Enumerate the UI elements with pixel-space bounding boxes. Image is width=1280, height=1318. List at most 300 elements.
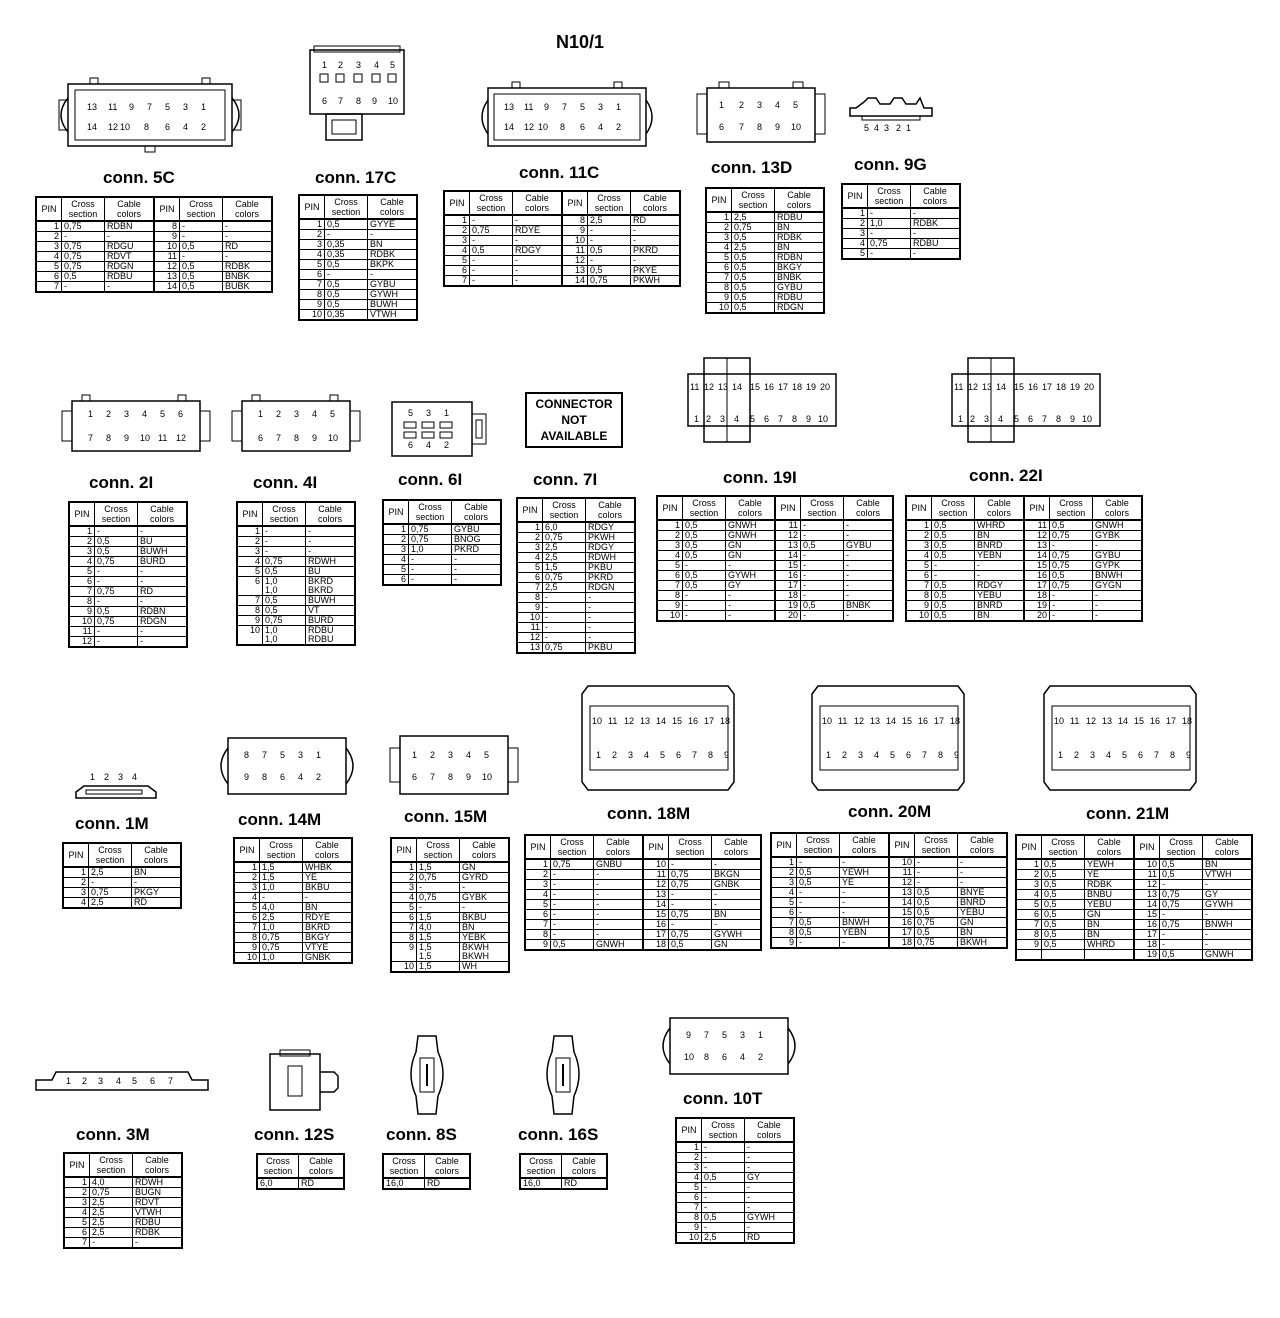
cross-section-value: - <box>702 1153 745 1163</box>
table-row <box>517 573 635 583</box>
cable-color-value: - <box>133 1238 183 1249</box>
pin-number: 4 <box>391 893 417 903</box>
table-row <box>391 943 509 962</box>
cross-section-value: - <box>915 857 958 868</box>
table-row <box>234 893 352 903</box>
svg-text:10: 10 <box>140 433 151 443</box>
pin-number: 17 <box>889 928 915 938</box>
cable-color-value: GYBK <box>460 893 510 903</box>
cable-color-value: YEBN <box>840 928 890 938</box>
cable-color-value: PKYE <box>631 266 681 276</box>
header-cross-section: Cross section <box>263 502 306 526</box>
cross-section-value: 2,5 <box>90 1228 133 1238</box>
pin-number: 5 <box>706 253 732 263</box>
pin-number: 10 <box>657 611 683 622</box>
cross-section-value: - <box>95 526 138 537</box>
cross-section-value: - <box>932 561 975 571</box>
svg-text:10: 10 <box>538 122 549 132</box>
header-cable-colors: Cable colors <box>958 833 1008 857</box>
table-row <box>237 577 355 596</box>
svg-text:4: 4 <box>132 772 138 782</box>
table-row <box>299 300 417 310</box>
not-available-line-1: CONNECTOR <box>535 397 613 411</box>
table-row <box>706 283 824 293</box>
table-row <box>391 933 509 943</box>
header-pin: PIN <box>299 195 325 219</box>
svg-text:1: 1 <box>1058 750 1064 760</box>
cable-color-value: VTWH <box>133 1208 183 1218</box>
cross-section-value: 1,0 1,0 <box>263 577 306 596</box>
svg-text:10: 10 <box>1054 716 1065 726</box>
pin-number: 8 <box>562 215 588 226</box>
cable-color-value: YE <box>303 873 353 883</box>
cross-section-value: 0,75 <box>1160 890 1203 900</box>
table-row <box>525 880 761 890</box>
table-row <box>771 888 1007 898</box>
pin-number: 3 <box>36 242 62 252</box>
svg-text:8: 8 <box>704 1052 710 1062</box>
connector-label-3m: conn. 3M <box>76 1125 150 1144</box>
svg-text:8: 8 <box>938 750 944 760</box>
pin-number: 1 <box>64 1177 90 1188</box>
svg-text:18: 18 <box>950 716 961 726</box>
cable-color-value: BKGY <box>303 933 353 943</box>
header-cable-colors: Cable colors <box>726 496 776 520</box>
table-row <box>771 928 1007 938</box>
cable-color-value: PKWH <box>631 276 681 287</box>
cable-color-value: PKWH <box>586 533 636 543</box>
header-cross-section: Cross section <box>520 1154 562 1178</box>
cable-color-value: - <box>368 270 418 280</box>
svg-text:8: 8 <box>792 414 798 424</box>
header-cross-section: Cross section <box>702 1118 745 1142</box>
cable-color-value: BKGY <box>775 263 825 273</box>
svg-text:4: 4 <box>734 414 740 424</box>
table-row <box>706 263 824 273</box>
svg-text:6: 6 <box>676 750 682 760</box>
cross-section-value: - <box>801 611 844 622</box>
cable-color-value: - <box>958 878 1008 888</box>
svg-text:5: 5 <box>1122 750 1128 760</box>
svg-text:20: 20 <box>820 382 831 392</box>
cross-section-value: 0,75 <box>669 880 712 890</box>
pin-number: 11 <box>775 520 801 531</box>
pin-number: 6 <box>657 571 683 581</box>
pin-number: 19 <box>1024 601 1050 611</box>
cross-section-value: 0,5 <box>915 928 958 938</box>
cross-section-value: - <box>543 623 586 633</box>
pin-number: 20 <box>1024 611 1050 622</box>
svg-text:2: 2 <box>706 414 712 424</box>
pin-number: 4 <box>237 557 263 567</box>
svg-text:7: 7 <box>1042 414 1048 424</box>
cross-section-value: 0,75 <box>1160 900 1203 910</box>
cross-section-value: 1,5 <box>417 962 460 973</box>
pin-number: 6 <box>383 575 409 586</box>
pin-table-6i <box>382 499 502 586</box>
svg-text:2: 2 <box>842 750 848 760</box>
svg-text:1: 1 <box>958 414 964 424</box>
cross-section-value: 4,0 <box>417 923 460 933</box>
pin-number: 4 <box>234 893 260 903</box>
svg-text:7: 7 <box>147 102 153 112</box>
svg-text:2: 2 <box>82 1076 88 1086</box>
cross-section-value: - <box>543 603 586 613</box>
connector-10t-drawing <box>654 1012 804 1080</box>
cross-section-value: 0,5 <box>180 262 223 272</box>
cable-color-value: BUWH <box>138 547 188 557</box>
pin-number: 5 <box>234 903 260 913</box>
pin-number: 7 <box>69 587 95 597</box>
cable-color-value: PKRD <box>586 573 636 583</box>
cable-color-value: RD <box>425 1178 471 1189</box>
cable-color-value: RDYE <box>513 226 563 236</box>
table-row <box>36 232 272 242</box>
header-cable-colors: Cable colors <box>133 1153 183 1177</box>
pin-number: 9 <box>657 601 683 611</box>
connector-15m-drawing <box>388 730 520 800</box>
pin-table-16s <box>519 1153 608 1190</box>
connector-label-11c: conn. 11C <box>519 163 600 182</box>
pin-number: 5 <box>771 898 797 908</box>
cable-color-value: - <box>958 868 1008 878</box>
cable-color-value: - <box>1203 880 1253 890</box>
header-cable-colors: Cable colors <box>138 502 188 526</box>
svg-text:3: 3 <box>98 1076 104 1086</box>
pin-number: 13 <box>1024 541 1050 551</box>
svg-text:14: 14 <box>504 122 515 132</box>
svg-text:4: 4 <box>183 122 189 132</box>
cable-color-value: - <box>726 561 776 571</box>
cross-section-value: 16,0 <box>383 1178 425 1189</box>
cross-section-value: - <box>95 577 138 587</box>
header-cable-colors: Cable colors <box>306 502 356 526</box>
cable-color-value: BKRD <box>303 923 353 933</box>
cross-section-value: - <box>915 868 958 878</box>
cross-section-value: 0,5 <box>1050 571 1093 581</box>
table-row <box>257 1178 344 1189</box>
cross-section-value: 0,5 <box>470 246 513 256</box>
table-row <box>706 293 824 303</box>
cable-color-value: BNYE <box>958 888 1008 898</box>
cable-color-value: GN <box>460 862 510 873</box>
svg-text:15: 15 <box>750 382 761 392</box>
cable-color-value: BNBU <box>1085 890 1135 900</box>
table-row <box>383 565 501 575</box>
pin-number: 4 <box>771 888 797 898</box>
header-cable-colors: Cable colors <box>1093 496 1143 520</box>
table-row <box>706 243 824 253</box>
table-row <box>657 571 893 581</box>
cable-color-value: YEBU <box>975 591 1025 601</box>
svg-text:1: 1 <box>616 102 622 112</box>
cross-section-value: - <box>801 581 844 591</box>
cable-color-value: BKBU <box>303 883 353 893</box>
cross-section-value: - <box>417 903 460 913</box>
cable-color-value: - <box>594 870 644 880</box>
cross-section-value: 0,75 <box>1050 531 1093 541</box>
pin-number: 9 <box>525 940 551 951</box>
cable-color-value: BURD <box>306 616 356 626</box>
header-cross-section: Cross section <box>1160 835 1203 859</box>
cable-color-value: - <box>844 591 894 601</box>
cross-section-value: 0,5 <box>732 283 775 293</box>
table-row <box>444 266 680 276</box>
connector-9g-drawing <box>846 94 936 134</box>
table-row <box>657 611 893 622</box>
cable-color-value: BN <box>132 867 182 878</box>
cross-section-value: - <box>702 1193 745 1203</box>
header-pin: PIN <box>444 191 470 215</box>
pin-number: 6 <box>391 913 417 923</box>
cross-section-value: 0,5 <box>932 541 975 551</box>
svg-text:9: 9 <box>1186 750 1192 760</box>
cable-color-value: RDWH <box>586 553 636 563</box>
cross-section-value: - <box>588 226 631 236</box>
connector-label-22i: conn. 22I <box>969 466 1043 485</box>
cross-section-value: - <box>90 1238 133 1249</box>
cable-color-value: - <box>105 232 155 242</box>
cable-color-value: BNRD <box>975 601 1025 611</box>
cross-section-value: - <box>801 520 844 531</box>
cross-section-value: 0,5 <box>180 282 223 293</box>
svg-text:10: 10 <box>592 716 603 726</box>
cable-color-value: - <box>840 908 890 918</box>
svg-text:4: 4 <box>116 1076 122 1086</box>
cross-section-value: 2,5 <box>89 898 132 909</box>
cable-color-value: - <box>105 282 155 293</box>
svg-text:4: 4 <box>644 750 650 760</box>
connector-1m-drawing <box>70 770 164 804</box>
pin-number: 4 <box>842 239 868 249</box>
table-row <box>676 1223 794 1233</box>
pin-number: 5 <box>444 256 470 266</box>
header-pin: PIN <box>517 498 543 522</box>
pin-number: 16 <box>643 920 669 930</box>
pin-number: 10 <box>237 626 263 646</box>
cable-color-value: GNWH <box>594 940 644 951</box>
cross-section-value: 0,5 <box>62 272 105 282</box>
svg-text:9: 9 <box>372 96 378 106</box>
cross-section-value: 0,75 <box>62 242 105 252</box>
svg-text:1: 1 <box>88 409 94 419</box>
table-row <box>391 862 509 873</box>
svg-text:1: 1 <box>412 750 418 760</box>
table-row <box>391 962 509 973</box>
pin-number: 19 <box>1134 950 1160 961</box>
svg-text:5: 5 <box>580 102 586 112</box>
cable-color-value: RDGN <box>105 262 155 272</box>
cross-section-value: - <box>702 1183 745 1193</box>
svg-text:8: 8 <box>757 122 763 132</box>
cable-color-value: - <box>513 236 563 246</box>
svg-text:1: 1 <box>826 750 832 760</box>
connector-not-available-note <box>525 392 623 448</box>
cable-color-value: RDWH <box>133 1177 183 1188</box>
pin-number: 1 <box>771 857 797 868</box>
cross-section-value: 0,5 <box>95 537 138 547</box>
pin-number: 9 <box>706 293 732 303</box>
pin-number: 17 <box>1024 581 1050 591</box>
cable-color-value: - <box>745 1193 795 1203</box>
cable-color-value: GYGN <box>1093 581 1143 591</box>
cross-section-value: - <box>868 229 911 239</box>
svg-text:3: 3 <box>757 100 763 110</box>
cable-color-value: - <box>631 256 681 266</box>
table-row <box>64 1228 182 1238</box>
table-row <box>383 524 501 535</box>
table-row <box>517 623 635 633</box>
svg-text:3: 3 <box>598 102 604 112</box>
cross-section-value: - <box>1160 880 1203 890</box>
cable-color-value: GYWH <box>712 930 762 940</box>
cable-color-value: GYYE <box>368 219 418 230</box>
header-cable-colors: Cable colors <box>631 191 681 215</box>
svg-text:17: 17 <box>778 382 789 392</box>
svg-text:1: 1 <box>322 60 328 70</box>
svg-text:11: 11 <box>1070 716 1080 726</box>
pin-number: 10 <box>676 1233 702 1244</box>
cross-section-value: 0,75 <box>588 276 631 287</box>
cable-color-value: - <box>1203 910 1253 920</box>
cross-section-value: 0,5 <box>915 888 958 898</box>
table-row <box>64 1208 182 1218</box>
cross-section-value: - <box>470 266 513 276</box>
table-row <box>69 607 187 617</box>
cable-color-value: GNBK <box>712 880 762 890</box>
svg-text:9: 9 <box>129 102 135 112</box>
table-row <box>444 226 680 236</box>
cross-section-value: 2,5 <box>732 243 775 253</box>
cable-color-value: RDGY <box>586 522 636 533</box>
cable-color-value: BKWH <box>958 938 1008 949</box>
cross-section-value: 0,75 <box>915 938 958 949</box>
cable-color-value: - <box>844 561 894 571</box>
table-row <box>676 1173 794 1183</box>
cross-section-value: 0,5 <box>1042 940 1085 950</box>
cable-color-value: GYBK <box>1093 531 1143 541</box>
table-row <box>36 282 272 293</box>
cable-color-value: GY <box>745 1173 795 1183</box>
table-row <box>299 260 417 270</box>
table-row <box>525 859 761 870</box>
pin-number: 1 <box>69 526 95 537</box>
svg-text:13: 13 <box>504 102 515 112</box>
cross-section-value: 1,5 1,5 <box>417 943 460 962</box>
cable-color-value: - <box>712 859 762 870</box>
table-row <box>391 923 509 933</box>
cable-color-value: - <box>840 938 890 949</box>
svg-text:18: 18 <box>720 716 731 726</box>
pin-number: 4 <box>299 250 325 260</box>
cable-color-value: BNBK <box>844 601 894 611</box>
cable-color-value: GN <box>958 918 1008 928</box>
table-row <box>1016 859 1252 870</box>
connector-label-1m: conn. 1M <box>75 814 149 833</box>
pin-number: 10 <box>69 617 95 627</box>
pin-number: 8 <box>1016 930 1042 940</box>
header-pin: PIN <box>906 496 932 520</box>
cross-section-value: - <box>470 215 513 226</box>
table-row <box>36 262 272 272</box>
svg-text:6: 6 <box>165 122 171 132</box>
svg-text:18: 18 <box>792 382 803 392</box>
cross-section-value: 0,5 <box>801 541 844 551</box>
cross-section-value: - <box>801 551 844 561</box>
pin-number: 13 <box>154 272 180 282</box>
cross-section-value: - <box>263 537 306 547</box>
pin-number: 4 <box>706 243 732 253</box>
cross-section-value: - <box>801 571 844 581</box>
svg-text:3: 3 <box>720 414 726 424</box>
table-row <box>299 219 417 230</box>
cross-section-value: 0,5 <box>1160 870 1203 880</box>
cable-color-value: - <box>594 890 644 900</box>
pin-number: 6 <box>525 910 551 920</box>
cable-color-value: RD <box>745 1233 795 1244</box>
cable-color-value: RDGY <box>513 246 563 256</box>
pin-number: 4 <box>444 246 470 256</box>
connector-label-16s: conn. 16S <box>518 1125 599 1144</box>
cross-section-value: - <box>797 908 840 918</box>
pin-number: 15 <box>643 910 669 920</box>
header-cable-colors: Cable colors <box>594 835 644 859</box>
cross-section-value: - <box>669 890 712 900</box>
svg-text:4: 4 <box>740 1052 746 1062</box>
svg-text:15: 15 <box>1134 716 1145 726</box>
connector-20m-drawing <box>808 684 970 792</box>
table-row <box>771 878 1007 888</box>
pin-number: 1 <box>676 1142 702 1153</box>
cross-section-value: 0,5 <box>932 581 975 591</box>
cross-section-value: - <box>702 1203 745 1213</box>
pin-number: 1 <box>234 862 260 873</box>
svg-text:10: 10 <box>388 96 399 106</box>
pin-number: 13 <box>643 890 669 900</box>
svg-text:12: 12 <box>968 382 979 392</box>
cross-section-value: 0,5 <box>932 611 975 622</box>
cross-section-value: 0,75 <box>669 870 712 880</box>
cable-color-value: - <box>631 236 681 246</box>
svg-text:9: 9 <box>244 772 250 782</box>
cross-section-value: - <box>1050 601 1093 611</box>
svg-text:3: 3 <box>298 750 304 760</box>
svg-text:11: 11 <box>108 102 118 112</box>
cable-color-value: - <box>1093 591 1143 601</box>
cross-section-value: 0,5 <box>180 242 223 252</box>
cable-color-value: - <box>303 893 353 903</box>
header-cable-colors: Cable colors <box>1203 835 1253 859</box>
cable-color-value: - <box>452 555 502 565</box>
pin-number: 5 <box>676 1183 702 1193</box>
pin-number: 3 <box>64 1198 90 1208</box>
cable-color-value: VTWH <box>1203 870 1253 880</box>
table-row <box>517 583 635 593</box>
svg-text:8: 8 <box>356 96 362 106</box>
svg-text:8: 8 <box>708 750 714 760</box>
cross-section-value: 0,5 <box>732 233 775 243</box>
pin-number: 3 <box>383 545 409 555</box>
svg-text:9: 9 <box>124 433 130 443</box>
pin-number: 8 <box>906 591 932 601</box>
pin-number: 6 <box>906 571 932 581</box>
pin-number: 8 <box>771 928 797 938</box>
svg-text:5: 5 <box>132 1076 138 1086</box>
svg-text:3: 3 <box>448 750 454 760</box>
cable-color-value: RD <box>132 898 182 909</box>
cable-color-value: - <box>594 900 644 910</box>
cable-color-value: YEBK <box>460 933 510 943</box>
